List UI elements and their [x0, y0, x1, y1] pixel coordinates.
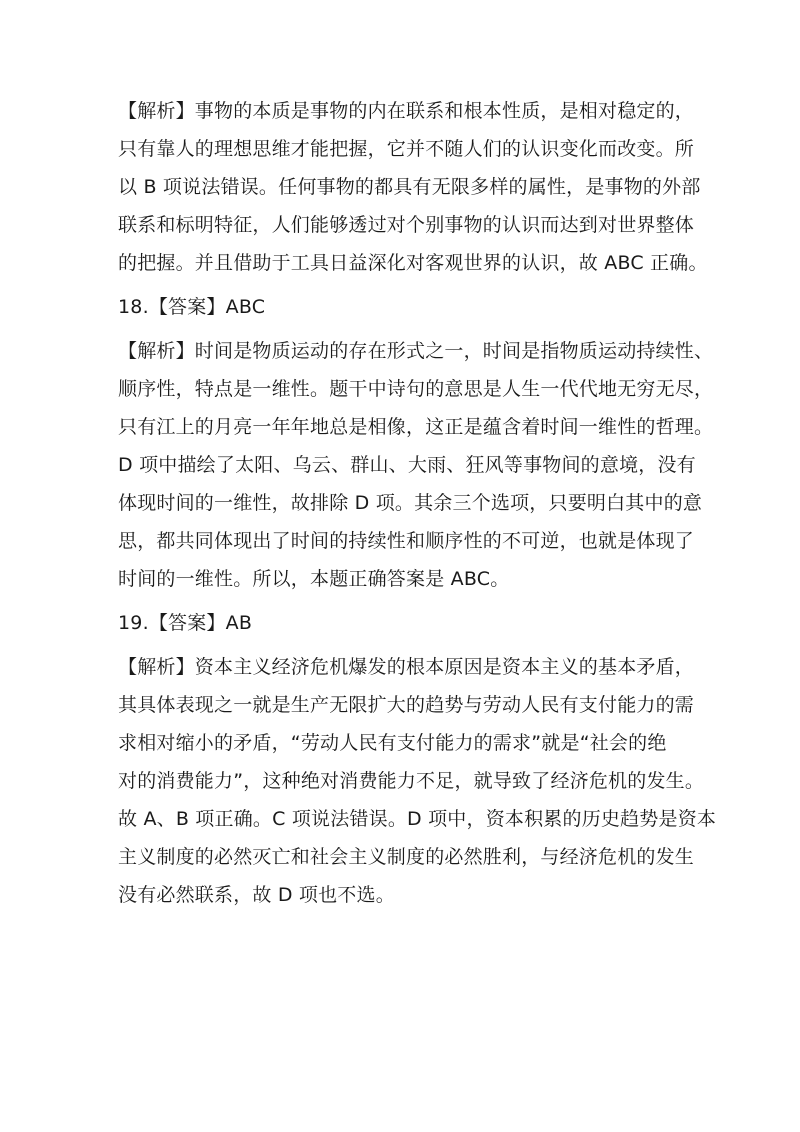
analysis-line: 顺序性，特点是一维性。题干中诗句的意思是人生一代代地无穷无尽，: [118, 378, 714, 400]
analysis-line: 的把握。并且借助于工具日益深化对客观世界的认识，故 ABC 正确。: [118, 252, 708, 274]
answer-heading-19: 19.【答案】AB: [118, 612, 253, 634]
analysis-line: 【解析】事物的本质是事物的内在联系和根本性质，是相对稳定的，: [118, 100, 695, 122]
analysis-line: 思，都共同体现出了时间的持续性和顺序性的不可逆，也就是体现了: [118, 530, 695, 552]
analysis-line: 求相对缩小的矛盾，“劳动人民有支付能力的需求”就是“社会的绝: [118, 732, 667, 754]
analysis-line: 主义制度的必然灭亡和社会主义制度的必然胜利，与经济危机的发生: [118, 846, 695, 868]
analysis-line: 只有靠人的理想思维才能把握，它并不随人们的认识变化而改变。所: [118, 138, 695, 160]
analysis-line: 【解析】资本主义经济危机爆发的根本原因是资本主义的基本矛盾，: [118, 656, 695, 678]
analysis-line: 其具体表现之一就是生产无限扩大的趋势与劳动人民有支付能力的需: [118, 694, 695, 716]
analysis-line: 没有必然联系，故 D 项也不选。: [118, 884, 395, 906]
analysis-line: 故 A、B 项正确。C 项说法错误。D 项中，资本积累的历史趋势是资本: [118, 808, 717, 830]
analysis-line: 【解析】时间是物质运动的存在形式之一，时间是指物质运动持续性、: [118, 340, 714, 362]
analysis-line: 以 B 项说法错误。任何事物的都具有无限多样的属性，是事物的外部: [118, 176, 701, 198]
analysis-line: 对的消费能力”，这种绝对消费能力不足，就导致了经济危机的发生。: [118, 770, 705, 792]
analysis-line: 联系和标明特征，人们能够透过对个别事物的认识而达到对世界整体: [118, 214, 695, 236]
analysis-line: 只有江上的月亮一年年地总是相像，这正是蕴含着时间一维性的哲理。: [118, 416, 714, 438]
answer-heading-18: 18.【答案】ABC: [118, 296, 266, 318]
analysis-line: D 项中描绘了太阳、乌云、群山、大雨、狂风等事物间的意境，没有: [118, 454, 696, 476]
analysis-line: 时间的一维性。所以，本题正确答案是 ABC。: [118, 568, 510, 590]
analysis-line: 体现时间的一维性，故排除 D 项。其余三个选项，只要明白其中的意: [118, 492, 703, 514]
